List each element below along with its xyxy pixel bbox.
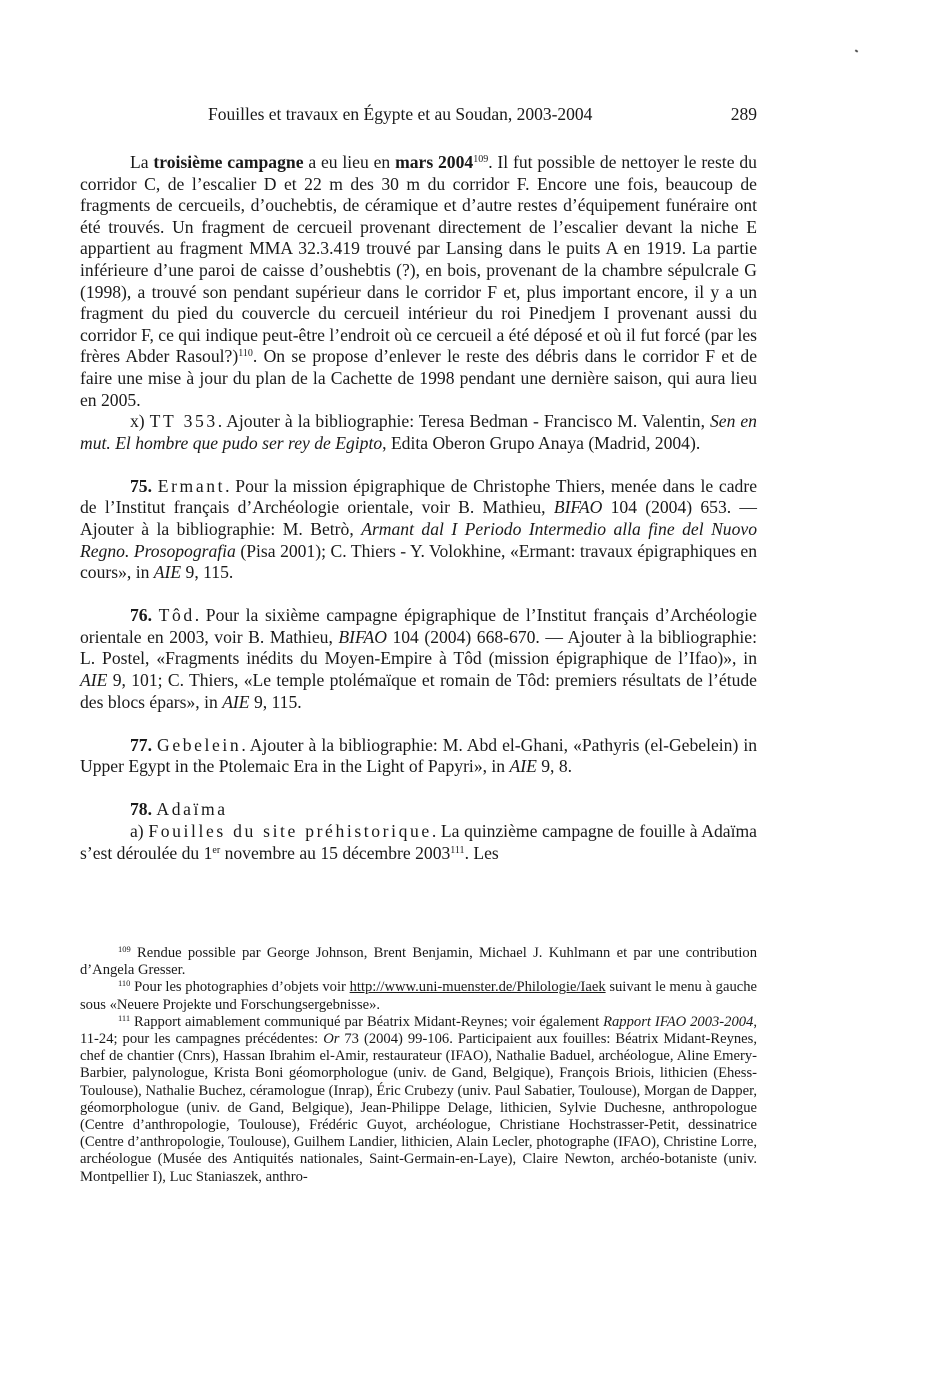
text-run: . Ajouter à la bibliographie: Teresa Bedman - Francisco M. Valentin, xyxy=(217,411,710,432)
section-number: 77. xyxy=(130,734,152,755)
site-name: Gebelein xyxy=(157,734,242,755)
text-run: a) xyxy=(130,821,149,842)
text-run: . Pour la sixième campagne épigraphique de l’Institut français d’Archéologie orientale en 2003, voir B. Mathieu, xyxy=(80,605,757,647)
page-number: 289 xyxy=(730,104,757,124)
text-run: . Pour la mission épigraphique de Christophe Thiers, menée dans le cadre de l’Institut français d’Archéologie orientale, voir B. Mathieu, xyxy=(80,475,757,518)
main-text xyxy=(80,152,757,864)
section-number: 78. xyxy=(130,799,152,820)
text-run: . On se propose d’enlever le reste des débris dans le corridor F et de faire une mise à jour du plan de la Cachette de 1998 pendant une dernière saison, qui aura lieu en 2005. xyxy=(80,346,757,410)
journal-title: BIFAO xyxy=(553,497,603,518)
emphasis-march-2004: mars 2004 xyxy=(395,152,474,172)
text-run: novembre au 15 décembre 2003 xyxy=(220,842,451,863)
section-75-ermant xyxy=(80,476,757,584)
text-run: (Pisa 2001); C. Thiers - Y. Volokhine, «Ermant: travaux épigraphiques en cours», in xyxy=(80,540,758,583)
book-title: Sen en mut. El hombre que pudo ser rey de Egipto xyxy=(80,411,757,453)
section-78-adaima-heading xyxy=(80,799,757,821)
journal-title: AIE xyxy=(509,756,537,777)
text-run: . Les xyxy=(464,842,499,863)
text-run: 9, 115. xyxy=(249,691,302,712)
footnote-110 xyxy=(80,979,757,1013)
footnote-text: suivant le menu à gauche sous «Neuere Projekte und Forschungsergebnisse». xyxy=(80,979,757,1013)
footnote-number: 110 xyxy=(118,978,131,989)
footnote-ref-111[interactable]: 111 xyxy=(450,844,465,856)
spacer xyxy=(80,778,757,800)
site-name: Adaïma xyxy=(156,799,228,820)
footnote-109 xyxy=(80,945,757,979)
text-run: . Il fut possible de nettoyer le reste du corridor C, de l’escalier D et 22 m des 30 m du corridor F. Encore une fois, beaucoup de fragments de cercueils, d’ouchebtis, de céramique et d’autre restes d’équipement funéraire ont été trouvés. Un fragment de cercueil provenant directement de l’escalier devant la niche E appartient au fragment MMA 32.3.419 trouvé par Lansing dans le puits A en 1919. La partie inférieure d’une paroi de caisse d’oushebtis (?), en bois, provenant de la chambre sépulcrale G (1998), a trouvé son pendant supérieur dans le corridor F et, plus important encore, il y a un fragment du pied du couvercle du cercueil intérieur du roi Pinedjem I provenant aussi du corridor F, ce qui indique peut-être l’endroit où ce cercueil a été déposé et où il fut forcé (par les frères Abder Rasoul?) xyxy=(80,152,757,367)
section-number: 76. xyxy=(130,605,152,626)
text-run: 104 (2004) 668-670. — Ajouter à la bibliographie: L. Postel, «Fragments inédits du Moyen-Empire à Tôd (mission épigraphique de l’Ifao)», in xyxy=(80,626,757,669)
emphasis-third-campaign: troisième campagne xyxy=(153,152,304,172)
site-name: Ermant xyxy=(157,475,226,496)
footnote-111 xyxy=(80,1014,757,1186)
site-name-tt353: TT 353 xyxy=(149,411,218,432)
footnote-text: Pour les photographies d’objets voir xyxy=(130,979,350,996)
text-run: 9, 8. xyxy=(536,756,573,777)
paragraph-tt353 xyxy=(80,411,757,454)
journal-title: AIE xyxy=(153,562,182,583)
journal-title: BIFAO xyxy=(338,626,387,647)
section-76-tod xyxy=(80,605,757,713)
footnote-number: 111 xyxy=(118,1012,131,1023)
footnote-text: Rendue possible par George Johnson, Brent Benjamin, Michael J. Kuhlmann et par une contribution d’Angela Gresser. xyxy=(80,945,757,979)
text-run: 104 (2004) 653. — Ajouter à la bibliographie: M. Betrò, xyxy=(80,497,757,539)
footnote-text: Rapport aimablement communiqué par Béatrix Midant-Reynes; voir également xyxy=(130,1013,604,1030)
text-run: La xyxy=(130,152,154,172)
footnotes xyxy=(80,945,757,1186)
book-title: Armant dal I Periodo Intermedio alla fine del Nuovo Regno. Prosopografia xyxy=(80,519,757,561)
paragraph-third-campaign xyxy=(80,152,757,411)
section-number: 75. xyxy=(130,475,152,496)
text-run: . Ajouter à la bibliographie: M. Abd el-Ghani, «Pathyris (el-Gebelein) in Upper Egypt in the Ptolemaic Era in the Light of Papyri», in xyxy=(80,734,758,777)
journal-title: Or xyxy=(323,1031,340,1048)
footnote-number: 109 xyxy=(118,944,131,954)
scan-speck xyxy=(855,49,859,52)
spacer xyxy=(80,454,757,476)
text-run: 9, 115. xyxy=(181,562,234,583)
text-run: 9, 101; C. Thiers, «Le temple ptolémaïque et romain de Tôd: premiers résultats de l’étude des blocs épars», in xyxy=(80,670,757,712)
text-run: a eu lieu en xyxy=(303,152,396,172)
running-header xyxy=(80,104,757,128)
footnote-link[interactable]: http://www.uni-muenster.de/Philologie/Iaek xyxy=(349,979,606,996)
journal-title: AIE xyxy=(80,670,108,691)
site-name: Tôd xyxy=(158,605,195,626)
footnote-ref-110[interactable]: 110 xyxy=(238,348,253,360)
footnote-text: , 11-24; pour les campagnes précédentes: xyxy=(80,1013,758,1048)
subsection-title: Fouilles du site préhistorique xyxy=(148,821,432,842)
section-77-gebelein xyxy=(80,735,757,778)
footnote-ref-109[interactable]: 109 xyxy=(473,154,489,165)
spacer xyxy=(80,584,757,606)
ordinal-suffix: er xyxy=(212,844,221,856)
footnote-text: 73 (2004) 99-106. Participaient aux fouilles: Béatrix Midant-Reynes, chef de chantier (Cnrs), Hassan Ibrahim el-Amir, restaurateur (IFAO), Nathalie Baduel, archéologue, Aline Emery-Barbier, palynologue, Krista Boni géomorphologue (univ. de Gand, Belgique), François Briois, lithicien (Ehess-Toulouse), Nathalie Buchez, céramologue (Inrap), Éric Crubezy (univ. Paul Sabatier, Toulouse), Morgan de Dapper, géomorphologue (univ. de Gand, Belgique), Jean-Philippe Delage, lithicien, Sylvie Duchesne, anthropologue (Centre d’anthropologie, Toulouse), Frédéric Guyot, archéologue, Christiane Hochstrasser-Petit, dessinatrice (Centre d’anthropologie, Toulouse), Guilhem Landier, lithicien, Alain Lecler, photographe (IFAO), Christine Lorre, archéologue (Musée des Antiquités nationales, Saint-Germain-en-Laye), Claire Newton, archéo-botaniste (univ. Montpellier I), Luc Staniaszek, anthro- xyxy=(80,1031,757,1185)
spacer xyxy=(80,713,757,735)
text-run: . La quinzième campagne de fouille à Adaïma s’est déroulée du 1 xyxy=(80,821,757,863)
text-run: x) xyxy=(130,411,150,432)
text-run: , Edita Oberon Grupo Anaya (Madrid, 2004). xyxy=(382,432,701,453)
section-78-adaima-body xyxy=(80,821,757,864)
journal-title: AIE xyxy=(222,691,250,712)
report-title: Rapport IFAO 2003-2004 xyxy=(603,1013,754,1030)
running-title: Fouilles et travaux en Égypte et au Soudan, 2003-2004 xyxy=(208,104,593,124)
